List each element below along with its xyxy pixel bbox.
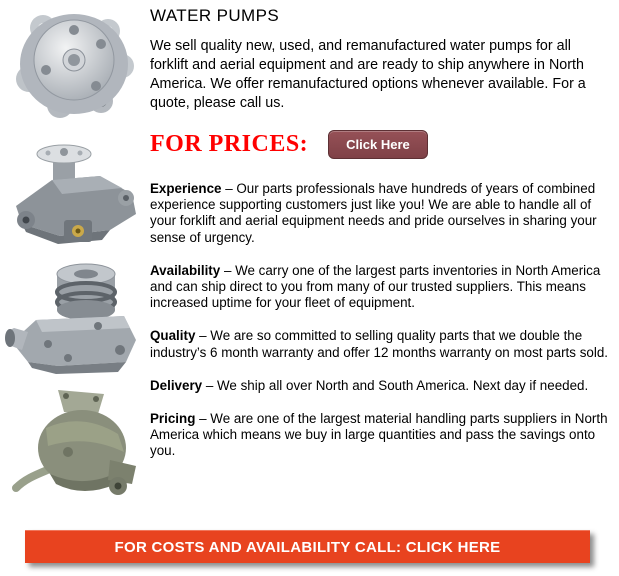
features-list xyxy=(150,181,612,460)
main-content xyxy=(150,6,612,477)
for-prices-label: FOR PRICES: xyxy=(150,131,309,157)
page-title: WATER PUMPS xyxy=(150,6,280,25)
feature-term: Quality xyxy=(150,328,196,344)
water-pump-photo-3 xyxy=(2,254,142,390)
feature-text: – We carry one of the largest parts inventories in North America and can ship direct to you from many of our trusted suppliers. This means increased uptime for your fleet of equipment. xyxy=(150,262,601,311)
feature-paragraph-quality xyxy=(150,328,612,360)
costs-availability-banner[interactable]: FOR COSTS AND AVAILABILITY CALL: CLICK HERE xyxy=(25,530,590,563)
water-pump-pulley-illustration xyxy=(2,254,142,390)
click-here-button[interactable]: Click Here xyxy=(328,130,428,159)
feature-paragraph-experience xyxy=(150,181,612,246)
water-pump-photo-4 xyxy=(6,382,144,506)
feature-text: – We are one of the largest material handling parts suppliers in North America which means we buy in large quantities and pass the savings onto you. xyxy=(150,411,608,459)
water-pump-cast-illustration xyxy=(2,136,142,254)
feature-paragraph-pricing xyxy=(150,411,612,460)
feature-text: – We ship all over North and South America. Next day if needed. xyxy=(205,377,589,393)
feature-text: – We are so committed to selling quality parts that we double the industry’s 6 month warranty and offer 12 months warranty on most parts sold. xyxy=(150,328,608,360)
feature-paragraph-availability xyxy=(150,263,612,312)
water-pump-photo-2 xyxy=(2,136,142,254)
feature-term: Pricing xyxy=(150,411,196,427)
prices-row xyxy=(150,130,612,159)
feature-term: Experience xyxy=(150,181,222,196)
intro-paragraph: We sell quality new, used, and remanufactured water pumps for all forklift and aerial equipment and are ready to ship anywhere in North America. We offer remanufactured options whenever available. For a quote, please call us. xyxy=(150,38,586,111)
feature-paragraph-delivery xyxy=(150,378,612,394)
feature-term: Availability xyxy=(150,262,221,278)
water-pump-front-illustration xyxy=(8,2,140,126)
feature-term: Delivery xyxy=(150,377,203,393)
water-pump-photo-1 xyxy=(8,2,140,126)
water-pump-inlet-illustration xyxy=(6,382,144,506)
feature-text: – Our parts professionals have hundreds of years of combined experience supporting customers just like you! We are able to handle all of your forklift and aerial equipment needs and pride ourselves in sharing your sense of urgency. xyxy=(150,181,597,245)
